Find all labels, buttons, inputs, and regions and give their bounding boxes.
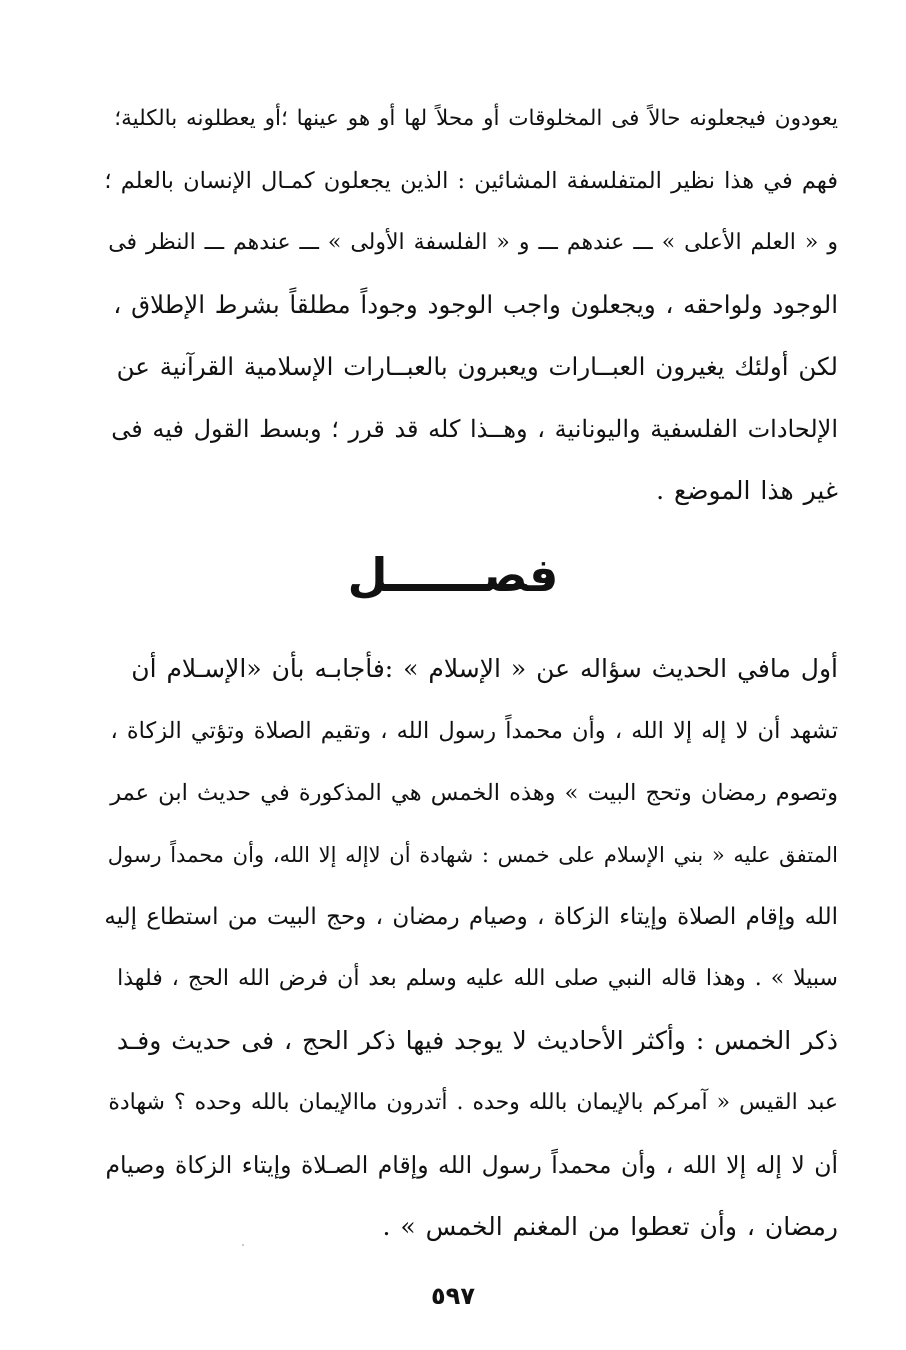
text-line: وتصوم رمضان وتحج البيت » وهذه الخمس هي المذكورة في حديث ابن عمر [110,780,838,806]
scan-speck [242,1244,244,1246]
text-line: يعودون فيجعلونه حالاً فى المخلوقات أو محلاً لها أو هو عينها ؛أو يعطلونه بالكلية؛ [114,106,838,131]
text-line: رمضان ، وأن تعطوا من المغنم الخمس » . [382,1212,838,1241]
paragraph-continuation [104,88,838,522]
text-line: غير هذا الموضع . [656,476,838,505]
text-line: و « العلم الأعلى » ـــ عندهم ـــ و « الفلسفة الأولى » ـــ عندهم ـــ النظر فى [108,230,838,255]
section-heading-text: فصــــــل [347,548,559,602]
page-number: ٥٩٧ [431,1282,475,1310]
text-line: أن لا إله إلا الله ، وأن محمداً رسول الله وإقام الصـلاة وإيتاء الزكاة وصيام [105,1151,838,1179]
section-heading [0,548,906,602]
text-line: الإلحادات الفلسفية واليونانية ، وهــذا كله قد قرر ؛ وبسط القول فيه فى [111,415,838,443]
text-line: فهم في هذا نظير المتفلسفة المشائين : الذين يجعلون كمـال الإنسان بالعلم ؛ [104,168,838,194]
text-line: المتفق عليه « بني الإسلام على خمس : شهادة أن لاإله إلا الله، وأن محمداً رسول [107,843,838,867]
text-line: عبد القيس « آمركم بالإيمان بالله وحده . أتدرون ماالإيمان بالله وحده ؟ شهادة [108,1090,838,1115]
text-line: تشهد أن لا إله إلا الله ، وأن محمداً رسول الله ، وتقيم الصلاة وتؤتي الزكاة ، [110,718,838,744]
paragraph-section-body [104,638,838,1258]
text-line: أول مافي الحديث سؤاله عن « الإسلام » :فأجابـه بأن «الإسـلام أن [131,654,838,683]
text-line: لكن أولئك يغيرون العبــارات ويعبرون بالعبــارات الإسلامية القرآنية عن [116,352,838,381]
text-line: الوجود ولواحقه ، ويجعلون واجب الوجود وجوداً مطلقاً بشرط الإطلاق ، [113,290,838,319]
text-line: ذكر الخمس : وأكثر الأحاديث لا يوجد فيها ذكر الحج ، فى حديث وفـد [116,1026,838,1055]
text-line: سبيلا » . وهذا قاله النبي صلى الله عليه وسلم بعد أن فرض الله الحج ، فلهذا [117,966,838,991]
text-line: الله وإقام الصلاة وإيتاء الزكاة ، وصيام رمضان ، وحج البيت من استطاع إليه [104,904,838,930]
